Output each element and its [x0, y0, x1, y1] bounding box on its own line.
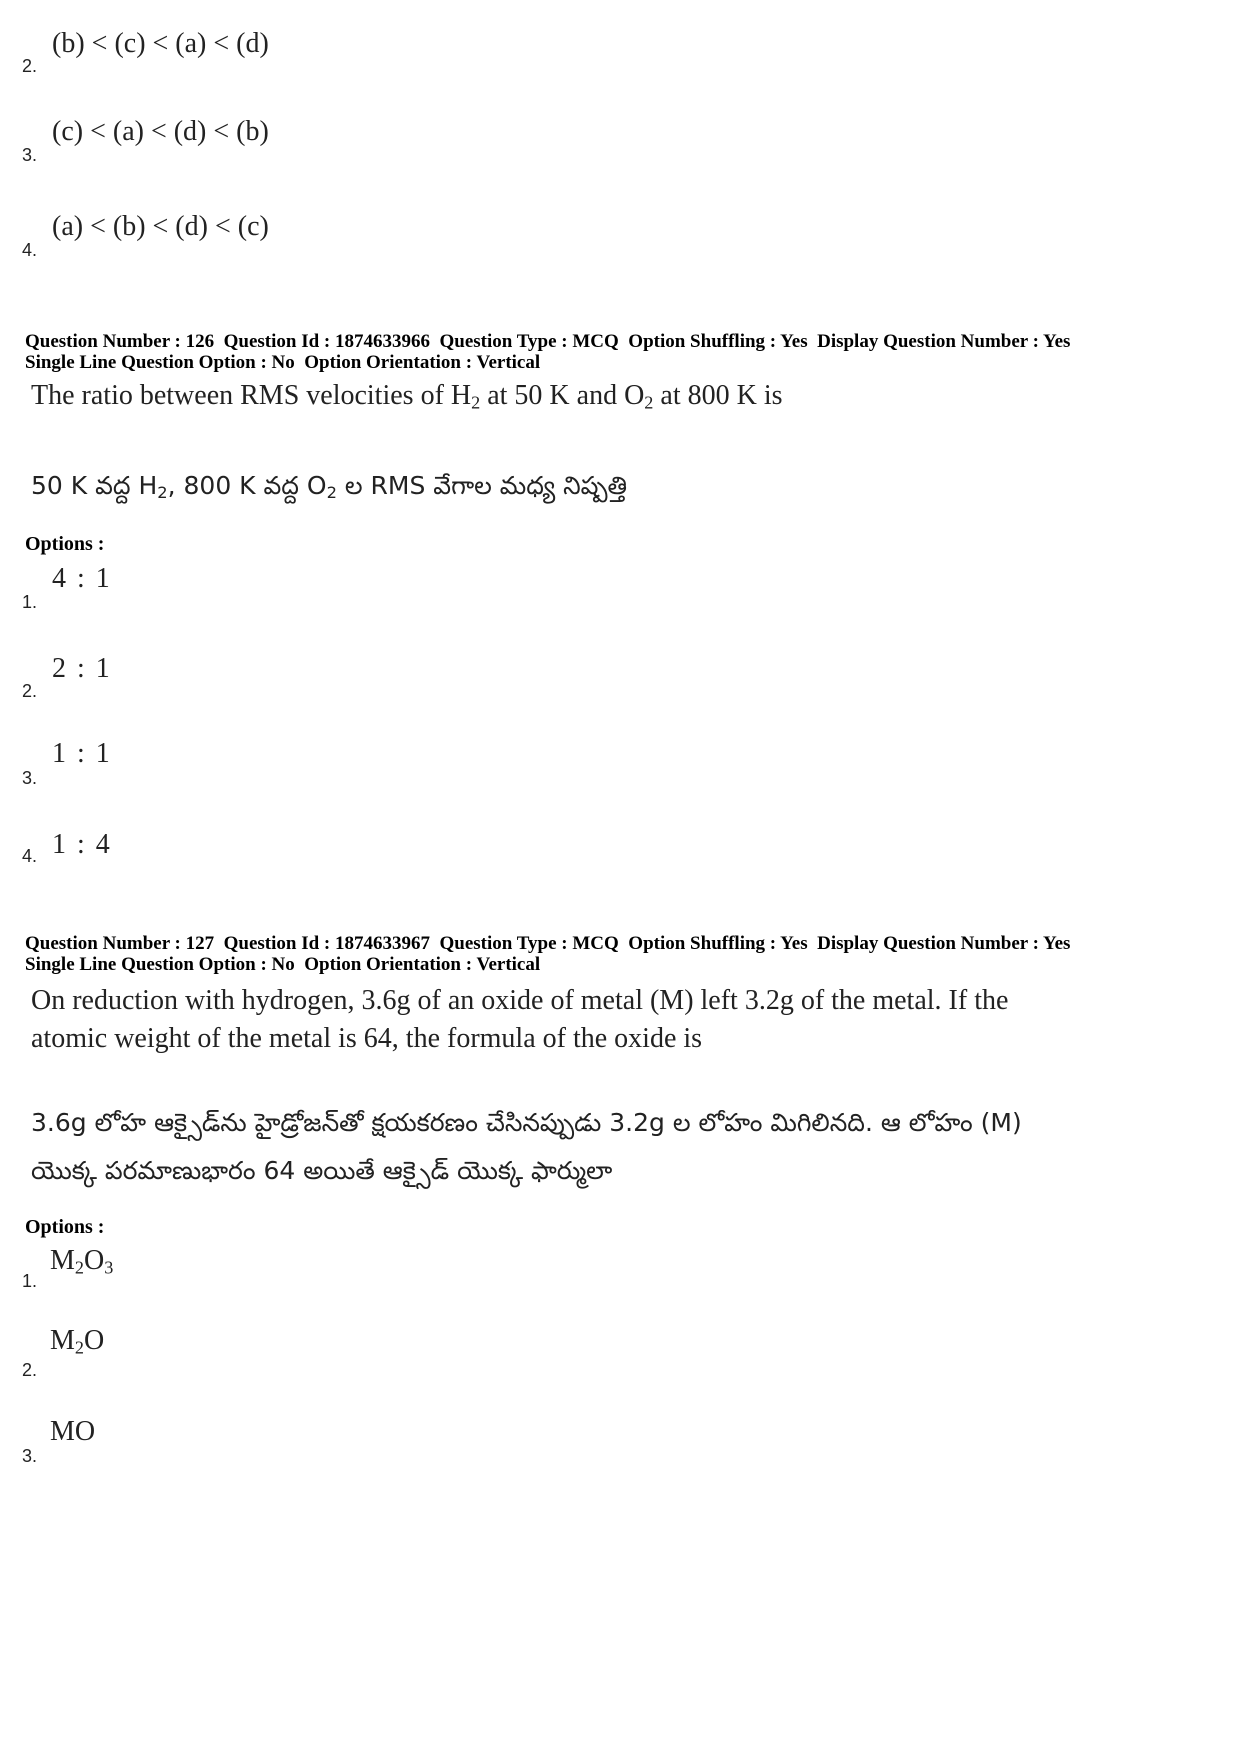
q127-question-en: [31, 982, 1211, 1058]
prev-option-2-text: (b) < (c) < (a) < (d): [52, 28, 269, 59]
q126-option-3-text: 1 : 1: [52, 738, 112, 769]
q126-option-3-number: 3.: [22, 768, 38, 788]
q126-meta-line2: Single Line Question Option : No Option Orientation : Vertical: [25, 352, 541, 373]
q126-question-en: The ratio between RMS velocities of $H_2$ at 50 K and $O_2$ at 800 K is: [31, 380, 783, 413]
q127-meta-line1: Question Number : 127 Question Id : 1874633967 Question Type : MCQ Option Shuffling : Yes Display Question Number : Yes: [25, 933, 1071, 954]
q126-question-te: 50 K వద్ద $H_2$, 800 K వద్ద $O_2$ ల RMS వేగాల మధ్య నిష్పత్తి: [31, 471, 628, 503]
q127-option-1-number: 1.: [22, 1271, 38, 1291]
q126-meta: [25, 331, 1225, 373]
q126-option-2-number: 2.: [22, 681, 38, 701]
q126-option-2-text: 2 : 1: [52, 653, 112, 684]
q127-question-te-line1: 3.6g లోహ ఆక్సైడ్‌ను హైడ్రోజన్‌తో క్షయకరణం చేసినప్పుడు 3.2g ల లోహం మిగిలినది. ఆ లోహం (M): [31, 1108, 1022, 1137]
q127-options-label: Options :: [25, 1216, 105, 1238]
prev-option-3-number: 3.: [22, 145, 38, 165]
prev-option-4-number: 4.: [22, 240, 38, 260]
q126-option-4-number: 4.: [22, 846, 38, 866]
q126-meta-line1: Question Number : 126 Question Id : 1874633966 Question Type : MCQ Option Shuffling : Yes Display Question Number : Yes: [25, 331, 1071, 352]
q127-question-te-line2: యొక్క పరమాణుభారం 64 అయితే ఆక్సైడ్ యొక్క ఫార్ములా: [31, 1156, 613, 1185]
q127-option-2-number: 2.: [22, 1360, 38, 1380]
q127-option-3-number: 3.: [22, 1446, 38, 1466]
q127-meta-line2: Single Line Question Option : No Option Orientation : Vertical: [25, 954, 541, 975]
q127-option-2-text: $M_2O$: [50, 1325, 105, 1358]
q127-question-te: [31, 1099, 1211, 1195]
q127-option-3-text: MO: [50, 1416, 96, 1447]
q126-option-4-text: 1 : 4: [52, 829, 112, 860]
q127-meta: [25, 933, 1225, 975]
prev-option-2-number: 2.: [22, 56, 38, 76]
q127-option-1-text: $M_2O_3$: [50, 1245, 114, 1278]
prev-option-4-text: (a) < (b) < (d) < (c): [52, 211, 269, 242]
q126-options-label: Options :: [25, 533, 105, 555]
q126-option-1-number: 1.: [22, 592, 38, 612]
q127-question-en-line1: On reduction with hydrogen, 3.6g of an oxide of metal (M) left 3.2g of the metal. If the: [31, 985, 1009, 1016]
prev-option-3-text: (c) < (a) < (d) < (b): [52, 116, 269, 147]
q126-option-1-text: 4 : 1: [52, 563, 112, 594]
q127-question-en-line2: atomic weight of the metal is 64, the formula of the oxide is: [31, 1023, 703, 1054]
